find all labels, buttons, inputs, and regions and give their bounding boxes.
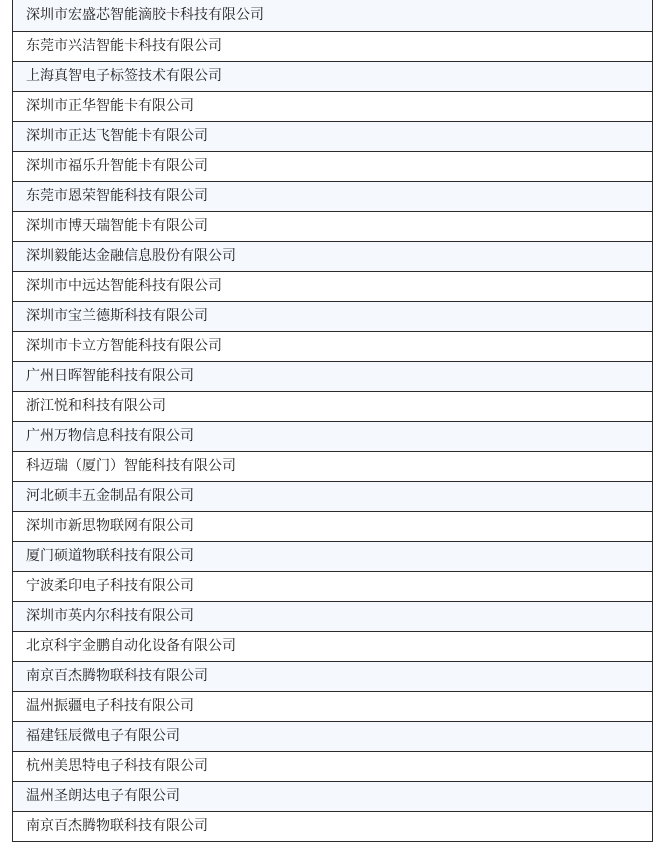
table-row [13,572,653,602]
company-name-cell: 深圳市中远达智能科技有限公司 [13,272,653,302]
company-name-cell: 广州万物信息科技有限公司 [13,422,653,452]
company-name-cell: 深圳市英内尔科技有限公司 [13,602,653,632]
company-name-cell: 深圳市正达飞智能卡有限公司 [13,122,653,152]
table-row [13,92,653,122]
table-row [13,602,653,632]
table-row [13,482,653,512]
table-row [13,422,653,452]
company-name-cell: 温州振疆电子科技有限公司 [13,692,653,722]
company-table [12,0,653,842]
company-name-cell: 杭州美思特电子科技有限公司 [13,752,653,782]
table-row [13,212,653,242]
company-name-cell: 河北硕丰五金制品有限公司 [13,482,653,512]
company-table-container [12,0,653,842]
company-name-cell: 东莞市兴洁智能卡科技有限公司 [13,32,653,62]
company-name-cell: 南京百杰腾物联科技有限公司 [13,812,653,842]
table-row [13,62,653,92]
company-name-cell: 深圳市宏盛芯智能滴胶卡科技有限公司 [13,0,653,32]
company-name-cell: 福建钰辰微电子有限公司 [13,722,653,752]
table-row [13,122,653,152]
table-row [13,182,653,212]
company-name-cell: 上海真智电子标签技术有限公司 [13,62,653,92]
company-name-cell: 深圳市正华智能卡有限公司 [13,92,653,122]
table-row [13,542,653,572]
company-name-cell: 厦门硕道物联科技有限公司 [13,542,653,572]
company-name-cell: 浙江悦和科技有限公司 [13,392,653,422]
table-row [13,632,653,662]
company-name-cell: 深圳市新思物联网有限公司 [13,512,653,542]
table-row [13,332,653,362]
table-row [13,242,653,272]
table-row [13,32,653,62]
table-row [13,692,653,722]
company-name-cell: 东莞市恩荣智能科技有限公司 [13,182,653,212]
table-row [13,512,653,542]
table-row [13,272,653,302]
company-name-cell: 深圳市博天瑞智能卡有限公司 [13,212,653,242]
table-row [13,362,653,392]
company-name-cell: 深圳毅能达金融信息股份有限公司 [13,242,653,272]
table-row [13,752,653,782]
table-row [13,662,653,692]
table-row [13,812,653,842]
company-name-cell: 南京百杰腾物联科技有限公司 [13,662,653,692]
company-name-cell: 科迈瑞（厦门）智能科技有限公司 [13,452,653,482]
company-name-cell: 温州圣朗达电子有限公司 [13,782,653,812]
company-name-cell: 深圳市福乐升智能卡有限公司 [13,152,653,182]
table-row [13,392,653,422]
company-name-cell: 广州日晖智能科技有限公司 [13,362,653,392]
table-row [13,302,653,332]
table-row [13,782,653,812]
table-row [13,152,653,182]
company-name-cell: 北京科宇金鹏自动化设备有限公司 [13,632,653,662]
table-row [13,0,653,32]
company-name-cell: 深圳市卡立方智能科技有限公司 [13,332,653,362]
table-row [13,722,653,752]
company-name-cell: 宁波柔印电子科技有限公司 [13,572,653,602]
table-row [13,452,653,482]
company-name-cell: 深圳市宝兰德斯科技有限公司 [13,302,653,332]
